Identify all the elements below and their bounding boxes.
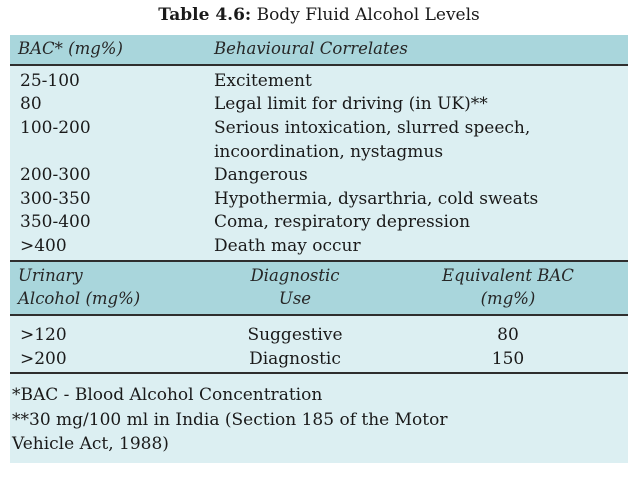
behavioural-correlate: Dangerous [214, 165, 308, 185]
behavioural-correlate: Death may occur [214, 236, 361, 256]
correlates-column-header: Behavioural Correlates [214, 39, 408, 58]
equivalent-bac-value: 80 [497, 325, 519, 345]
equivalent-bac-value: 150 [491, 349, 525, 369]
diagnostic-use-header-line1: Diagnostic [250, 266, 340, 285]
behavioural-correlate: Hypothermia, dysarthria, cold sweats [214, 189, 539, 209]
footnote-india-limit: **30 mg/100 ml in India (Section 185 of the Motor [12, 410, 448, 430]
bac-value: 80 [20, 94, 42, 114]
bac-value: 350-400 [20, 212, 91, 232]
bac-value: 300-350 [20, 189, 91, 209]
footnote-bac: *BAC - Blood Alcohol Concentration [12, 385, 323, 405]
urinary-alcohol-header-line2: Alcohol (mg%) [18, 289, 141, 308]
bac-value: 100-200 [20, 118, 91, 138]
behavioural-correlate: Legal limit for driving (in UK)** [214, 94, 488, 114]
bac-column-header: BAC* (mg%) [18, 39, 123, 58]
alcohol-levels-table [10, 35, 628, 463]
behavioural-correlate-continued: incoordination, nystagmus [214, 142, 444, 162]
urinary-alcohol-header-line1: Urinary [18, 266, 83, 285]
table-title: Body Fluid Alcohol Levels [256, 5, 480, 25]
footnote-india-limit-continued: Vehicle Act, 1988) [12, 434, 169, 454]
bac-value: >400 [20, 236, 67, 256]
behavioural-correlate: Coma, respiratory depression [214, 212, 471, 232]
urine-header-divider [10, 314, 628, 316]
bac-value: 200-300 [20, 165, 91, 185]
urinary-alcohol-value: >120 [20, 325, 67, 345]
diagnostic-use-value: Diagnostic [249, 349, 341, 369]
equivalent-bac-header-line2: (mg%) [480, 289, 536, 308]
behavioural-correlate: Excitement [214, 71, 312, 91]
urinary-alcohol-value: >200 [20, 349, 67, 369]
behavioural-correlate: Serious intoxication, slurred speech, [214, 118, 531, 138]
footnote-divider [10, 372, 628, 374]
header-divider [10, 64, 628, 66]
table-number: Table 4.6: [158, 5, 252, 25]
equivalent-bac-header-line1: Equivalent BAC [442, 266, 574, 285]
diagnostic-use-value: Suggestive [247, 325, 343, 345]
bac-value: 25-100 [20, 71, 80, 91]
diagnostic-use-header-line2: Use [278, 289, 312, 308]
table-caption [0, 4, 638, 26]
